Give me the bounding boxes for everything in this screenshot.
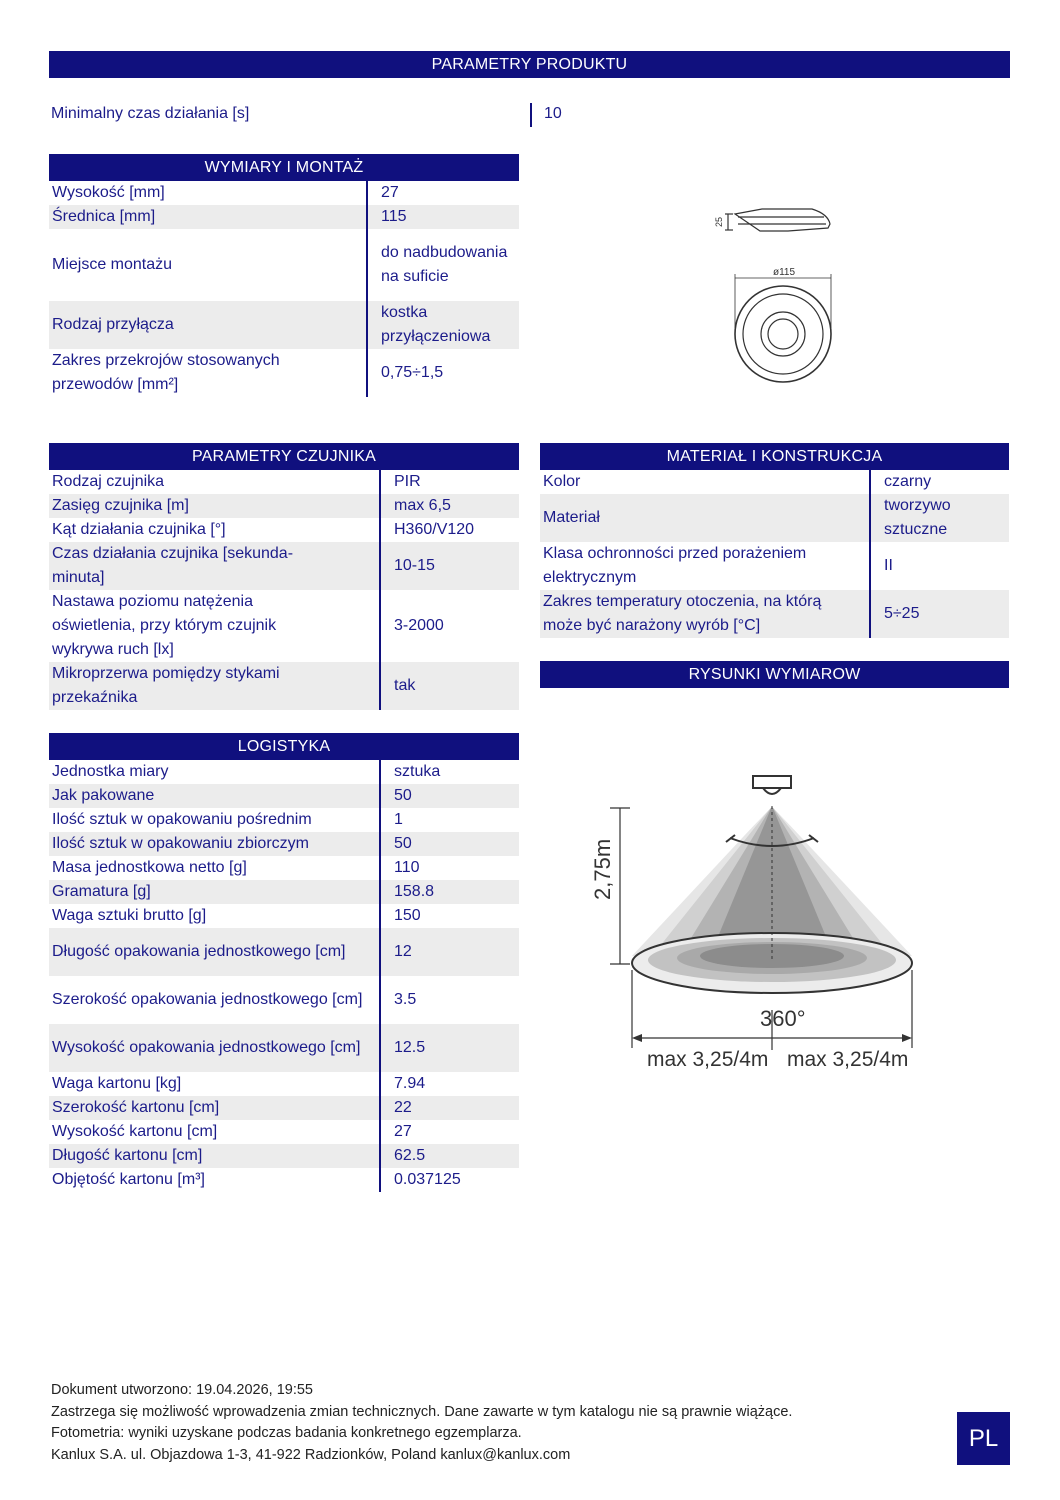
row-label: Zakres temperatury otoczenia, na którą może być narażony wyrób [°C] — [543, 593, 822, 634]
table-row — [49, 1144, 519, 1168]
detection-range-drawing — [580, 770, 930, 1080]
row-value: 5÷25 — [869, 590, 1009, 638]
row-value: 150 — [379, 904, 519, 928]
row-label: Szerokość kartonu [cm] — [52, 1099, 220, 1116]
material-table — [540, 470, 1009, 638]
table-row — [49, 590, 519, 662]
row-value: 50 — [379, 832, 519, 856]
table-row — [49, 1024, 519, 1072]
row-value: 115 — [366, 205, 519, 229]
row-value: 110 — [379, 856, 519, 880]
section-header-logistyka: LOGISTYKA — [49, 733, 519, 760]
table-row — [49, 1120, 519, 1144]
row-value: H360/V120 — [379, 518, 519, 542]
height-dimension-label: 25 — [714, 216, 724, 227]
footer-photometry: Fotometria: wyniki uzyskane podczas badania konkretnego egzemplarza. — [51, 1425, 522, 1441]
row-label: Ilość sztuk w opakowaniu pośrednim — [52, 811, 312, 828]
footer-disclaimer: Zastrzega się możliwość wprowadzenia zmian technicznych. Dane zawarte w tym katalogu nie są prawnie wiążące. — [51, 1403, 793, 1420]
row-value: 62.5 — [379, 1144, 519, 1168]
row-label: Czas działania czujnika [sekunda-minuta] — [52, 545, 294, 586]
row-value: 0.037125 — [379, 1168, 519, 1192]
row-label: Gramatura [g] — [52, 883, 151, 900]
table-row — [49, 904, 519, 928]
row-value: 10-15 — [379, 542, 519, 590]
row-value: PIR — [379, 470, 519, 494]
table-row — [49, 470, 519, 494]
row-label: Wysokość opakowania jednostkowego [cm] — [52, 1039, 361, 1056]
table-row — [49, 1096, 519, 1120]
row-label: Masa jednostkowa netto [g] — [52, 859, 247, 876]
row-value: czarny — [869, 470, 1009, 494]
section-header-parametry-produktu: PARAMETRY PRODUKTU — [49, 51, 1010, 78]
table-row — [49, 205, 519, 229]
row-label: Rodzaj przyłącza — [52, 316, 174, 333]
row-value: 7.94 — [379, 1072, 519, 1096]
table-row — [49, 784, 519, 808]
row-value: 12.5 — [379, 1024, 519, 1072]
row-value: 22 — [379, 1096, 519, 1120]
row-value: sztuka — [379, 760, 519, 784]
row-label: Średnica [mm] — [52, 208, 156, 225]
row-label: Klasa ochronności przed porażeniem elektrycznym — [543, 545, 807, 586]
row-label: Miejsce montażu — [52, 256, 173, 273]
row-label: Waga sztuki brutto [g] — [52, 907, 207, 924]
diameter-dimension-label: ø115 — [773, 267, 796, 278]
row-value: 158.8 — [379, 880, 519, 904]
footer-created: Dokument utworzono: 19.04.2026, 19:55 — [51, 1382, 313, 1398]
table-row — [49, 928, 519, 976]
row-label: Długość kartonu [cm] — [52, 1147, 203, 1164]
row-value: kostka przyłączeniowa — [366, 301, 519, 349]
row-value: 27 — [366, 181, 519, 205]
czujnik-table — [49, 470, 519, 710]
table-row — [49, 181, 519, 205]
row-label: Jak pakowane — [52, 787, 155, 804]
table-row — [540, 590, 1009, 638]
row-value: 50 — [379, 784, 519, 808]
row-value: do nadbudowania na suficie — [366, 229, 519, 301]
row-value: 27 — [379, 1120, 519, 1144]
row-label: Ilość sztuk w opakowaniu zbiorczym — [52, 835, 309, 852]
table-row — [49, 301, 519, 349]
section-header-material: MATERIAŁ I KONSTRUKCJA — [540, 443, 1009, 470]
logistyka-table — [49, 760, 519, 1192]
row-value: max 6,5 — [379, 494, 519, 518]
footer — [51, 1380, 792, 1466]
table-row — [49, 349, 519, 397]
row-label: Wysokość kartonu [cm] — [52, 1123, 218, 1140]
table-row — [540, 470, 1009, 494]
row-value: 3.5 — [379, 976, 519, 1024]
table-row — [49, 229, 519, 301]
angle-label: 360° — [760, 1006, 806, 1031]
table-row — [540, 542, 1009, 590]
left-range-label: max 3,25/4m — [647, 1048, 769, 1071]
row-value: 1 — [379, 808, 519, 832]
section-header-czujnik: PARAMETRY CZUJNIKA — [49, 443, 519, 470]
row-value: 0,75÷1,5 — [366, 349, 519, 397]
table-row — [49, 808, 519, 832]
min-time-label: Minimalny czas działania [s] — [51, 105, 250, 122]
table-row — [49, 880, 519, 904]
row-label: Mikroprzerwa pomiędzy stykami przekaźnika — [52, 665, 280, 706]
height-label: 2,75m — [590, 838, 615, 900]
table-row — [49, 542, 519, 590]
table-row — [49, 760, 519, 784]
wymiary-table — [49, 181, 519, 397]
table-row — [49, 832, 519, 856]
row-label: Nastawa poziomu natężenia oświetlenia, przy którym czujnik wykrywa ruch [lx] — [52, 593, 277, 658]
table-row — [49, 1168, 519, 1192]
row-label: Kąt działania czujnika [°] — [52, 521, 226, 538]
row-value: tworzywo sztuczne — [869, 494, 1009, 542]
row-label: Waga kartonu [kg] — [52, 1075, 182, 1092]
row-label: Zasięg czujnika [m] — [52, 497, 189, 514]
table-row — [49, 856, 519, 880]
row-value: II — [869, 542, 1009, 590]
table-row — [49, 976, 519, 1024]
fixture-dimension-drawing — [700, 200, 840, 390]
row-label: Jednostka miary — [52, 763, 169, 780]
row-label: Kolor — [543, 473, 581, 490]
row-label: Zakres przekrojów stosowanych przewodów [mm²] — [52, 352, 280, 393]
min-time-row — [50, 103, 1010, 129]
row-value: 3-2000 — [379, 590, 519, 662]
section-header-wymiary: WYMIARY I MONTAŻ — [49, 154, 519, 181]
footer-address: Kanlux S.A. ul. Objazdowa 1-3, 41-922 Radzionków, Poland kanlux@kanlux.com — [51, 1446, 571, 1463]
section-header-rysunki: RYSUNKI WYMIAROW — [540, 661, 1009, 688]
language-badge: PL — [957, 1412, 1010, 1465]
table-row — [49, 1072, 519, 1096]
row-value: 12 — [379, 928, 519, 976]
min-time-value: 10 — [544, 105, 562, 122]
row-label: Szerokość opakowania jednostkowego [cm] — [52, 991, 363, 1008]
table-row — [49, 662, 519, 710]
row-label: Długość opakowania jednostkowego [cm] — [52, 943, 346, 960]
row-label: Objętość kartonu [m³] — [52, 1171, 205, 1188]
table-row — [540, 494, 1009, 542]
table-row — [49, 518, 519, 542]
row-label: Rodzaj czujnika — [52, 473, 165, 490]
table-row — [49, 494, 519, 518]
row-label: Materiał — [543, 509, 600, 526]
row-label: Wysokość [mm] — [52, 184, 165, 201]
row-value: tak — [379, 662, 519, 710]
divider — [530, 103, 532, 127]
right-range-label: max 3,25/4m — [787, 1048, 909, 1071]
